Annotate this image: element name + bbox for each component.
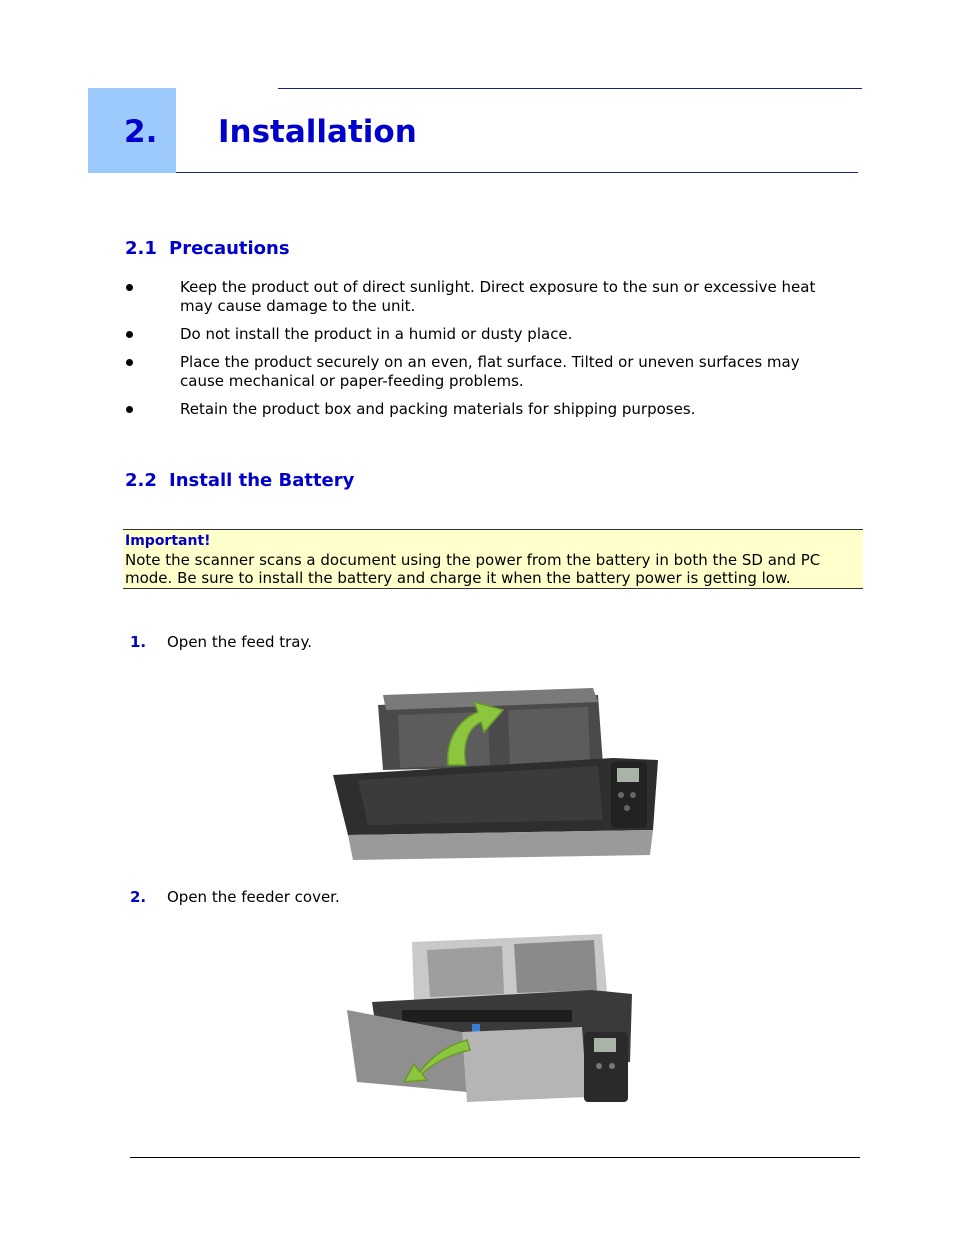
section-title: Install the Battery	[169, 470, 355, 491]
step-number: 1.	[130, 633, 147, 651]
scanner-roller	[402, 1010, 572, 1022]
important-title: Important!	[125, 533, 211, 549]
section-heading-precautions	[125, 238, 290, 260]
bullet-icon	[126, 359, 133, 366]
bullet-icon	[126, 284, 133, 291]
list-item	[122, 400, 842, 419]
chapter-title: Installation	[218, 114, 417, 150]
lcd-display	[617, 768, 639, 782]
bullet-icon	[126, 406, 133, 413]
lcd-display	[594, 1038, 616, 1052]
step-text: Open the feeder cover.	[167, 888, 340, 906]
tray-panel-left	[427, 946, 504, 997]
button-icon	[630, 792, 636, 798]
step-number: 2.	[130, 888, 147, 906]
section-number: 2.1	[125, 238, 157, 259]
precautions-list	[122, 278, 842, 428]
scanner-front	[348, 830, 653, 860]
chapter-bottom-rule	[176, 172, 858, 173]
step-1	[130, 633, 312, 652]
important-text: Note the scanner scans a document using the power from the battery in both the SD and PC mode. Be sure to install the battery and charge it when the battery power is getting low.	[125, 551, 821, 587]
list-item	[122, 325, 842, 344]
button-icon	[618, 792, 624, 798]
footer-rule	[130, 1157, 860, 1158]
list-item-text: Keep the product out of direct sunlight. Direct exposure to the sun or excessive heat may cause damage to the unit.	[180, 278, 816, 315]
button-icon	[596, 1063, 602, 1069]
list-item-text: Do not install the product in a humid or dusty place.	[180, 325, 573, 343]
open-feed-tray-illustration	[328, 670, 658, 870]
bullet-icon	[126, 331, 133, 338]
section-heading-install-battery	[125, 470, 354, 492]
open-feeder-cover-illustration	[342, 932, 638, 1124]
list-item	[122, 278, 842, 316]
section-number: 2.2	[125, 470, 157, 491]
tray-panel-right	[508, 707, 590, 764]
step-2	[130, 888, 340, 907]
button-icon	[624, 805, 630, 811]
list-item-text: Retain the product box and packing materials for shipping purposes.	[180, 400, 696, 418]
step-text: Open the feed tray.	[167, 633, 312, 651]
important-note-box	[123, 529, 863, 589]
list-item	[122, 353, 842, 391]
scanner-front	[462, 1027, 587, 1102]
section-title: Precautions	[169, 238, 290, 259]
button-icon	[609, 1063, 615, 1069]
chapter-number: 2.	[124, 114, 158, 150]
tray-panel-right	[514, 940, 597, 993]
list-item-text: Place the product securely on an even, flat surface. Tilted or uneven surfaces may cause mechanical or paper-feeding problems.	[180, 353, 800, 390]
chapter-top-rule	[278, 88, 862, 89]
